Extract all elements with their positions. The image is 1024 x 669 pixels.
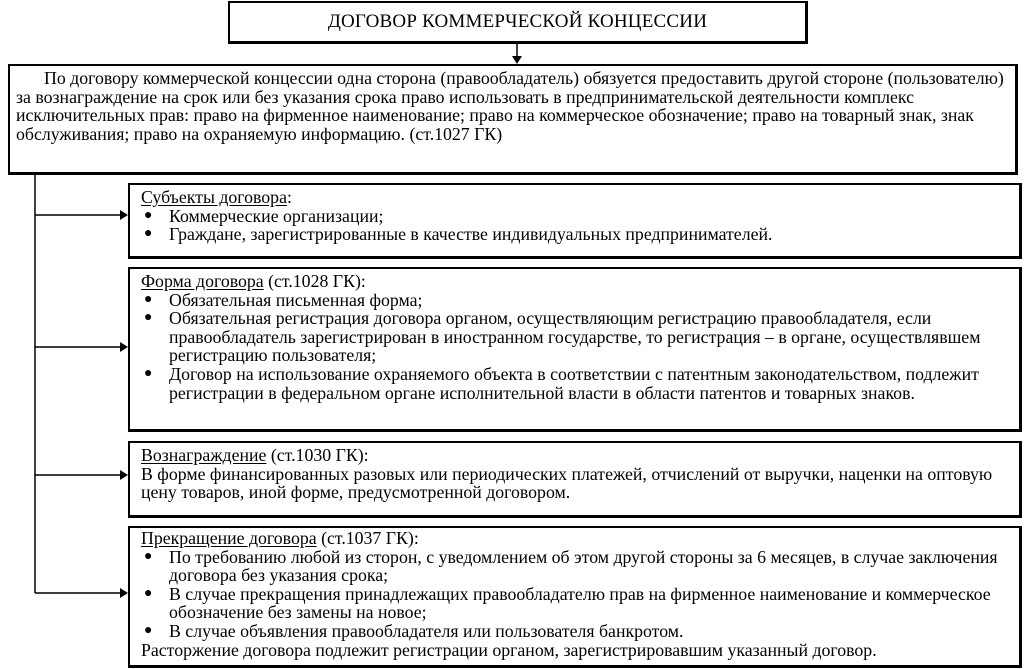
bullet-icon: ● [144, 365, 153, 381]
heading-underlined: Прекращение договора [141, 528, 317, 548]
bullet-list [141, 291, 1013, 403]
bullet-icon: ● [144, 207, 153, 223]
list-item: ● Договор на использование охраняемого объекта в соответствии с патентным законодательством, подлежит регистрации в федеральном органе исполнительной власти в области патентов и товарных знаков. [144, 363, 979, 403]
definition-text: По договору коммерческой концессии одна сторона (правообладатель) обязуется предоставить другой стороне (пользователю) за вознаграждение на срок или без указания срока право использовать в предпринимательской деятельности комплекс исключительных прав: право на фирменное наименование; право на коммерческое обозначение; право на товарный знак, знак обслуживания; право на охраняемую информацию. (ст.1027 ГК) [16, 68, 1004, 144]
arrowhead-subjects [120, 210, 128, 220]
bullet-list [141, 548, 1013, 641]
section-heading [141, 446, 1013, 465]
title-text: ДОГОВОР КОММЕРЧЕСКОЙ КОНЦЕССИИ [327, 11, 708, 32]
heading-suffix: : [286, 187, 292, 207]
bullet-icon: ● [144, 548, 153, 564]
list-item: ● В случае прекращения принадлежащих правообладателю прав на фирменное наименование и коммерческое обозначение без замены на новое; [144, 583, 991, 623]
arrowhead-form [120, 342, 128, 352]
definition-box [8, 64, 1018, 175]
bullet-icon: ● [144, 622, 153, 638]
heading-suffix: (ст.1037 ГК): [316, 528, 419, 548]
arrowhead-reward [120, 470, 128, 480]
bullet-icon: ● [144, 585, 153, 601]
heading-underlined: Субъекты договора [141, 187, 287, 207]
list-item: ● По требованию любой из сторон, с уведомлением об этом другой стороны за 6 месяцев, в случае заключения договора без указания срока; [144, 546, 998, 586]
section-text: В форме финансированных разовых или периодических платежей, отчислений от выручки, наценки на оптовую цену товаров, иной форме, предусмотренной договором. [141, 463, 993, 503]
bullet-list [141, 207, 1013, 244]
section-reward [128, 441, 1022, 518]
section-termination [128, 526, 1022, 668]
heading-underlined: Форма договора [141, 271, 264, 291]
heading-suffix: (ст.1030 ГК): [266, 445, 369, 465]
list-item: ● В случае объявления правообладателя или пользователя банкротом. [144, 620, 684, 641]
section-heading [141, 272, 1013, 291]
heading-underlined: Вознаграждение [141, 445, 267, 465]
heading-suffix: (ст.1028 ГК): [263, 271, 366, 291]
arrowhead-termination [120, 588, 128, 598]
section-heading [141, 529, 1013, 548]
list-item: ● Коммерческие организации; [144, 205, 384, 226]
list-item: ● Обязательная регистрация договора органом, осуществляющим регистрацию правообладателя, если правообладатель зарегистрирован в иностранном государстве, то регистрация – в органе, осуществлявшем регистрацию пользователя; [144, 308, 981, 366]
section-text: Расторжение договора подлежит регистрации органом, зарегистрировавшим указанный договор. [141, 639, 877, 660]
section-heading [141, 188, 1013, 207]
section-form [128, 267, 1022, 432]
section-subjects [128, 183, 1022, 259]
title-arrowhead [512, 56, 522, 64]
bullet-icon: ● [144, 226, 153, 242]
bullet-icon: ● [144, 291, 153, 307]
title-box [228, 1, 808, 44]
list-item: ● Обязательная письменная форма; [144, 289, 423, 310]
list-item: ● Граждане, зарегистрированные в качестве индивидуальных предпринимателей. [144, 224, 773, 245]
bullet-icon: ● [144, 310, 153, 326]
